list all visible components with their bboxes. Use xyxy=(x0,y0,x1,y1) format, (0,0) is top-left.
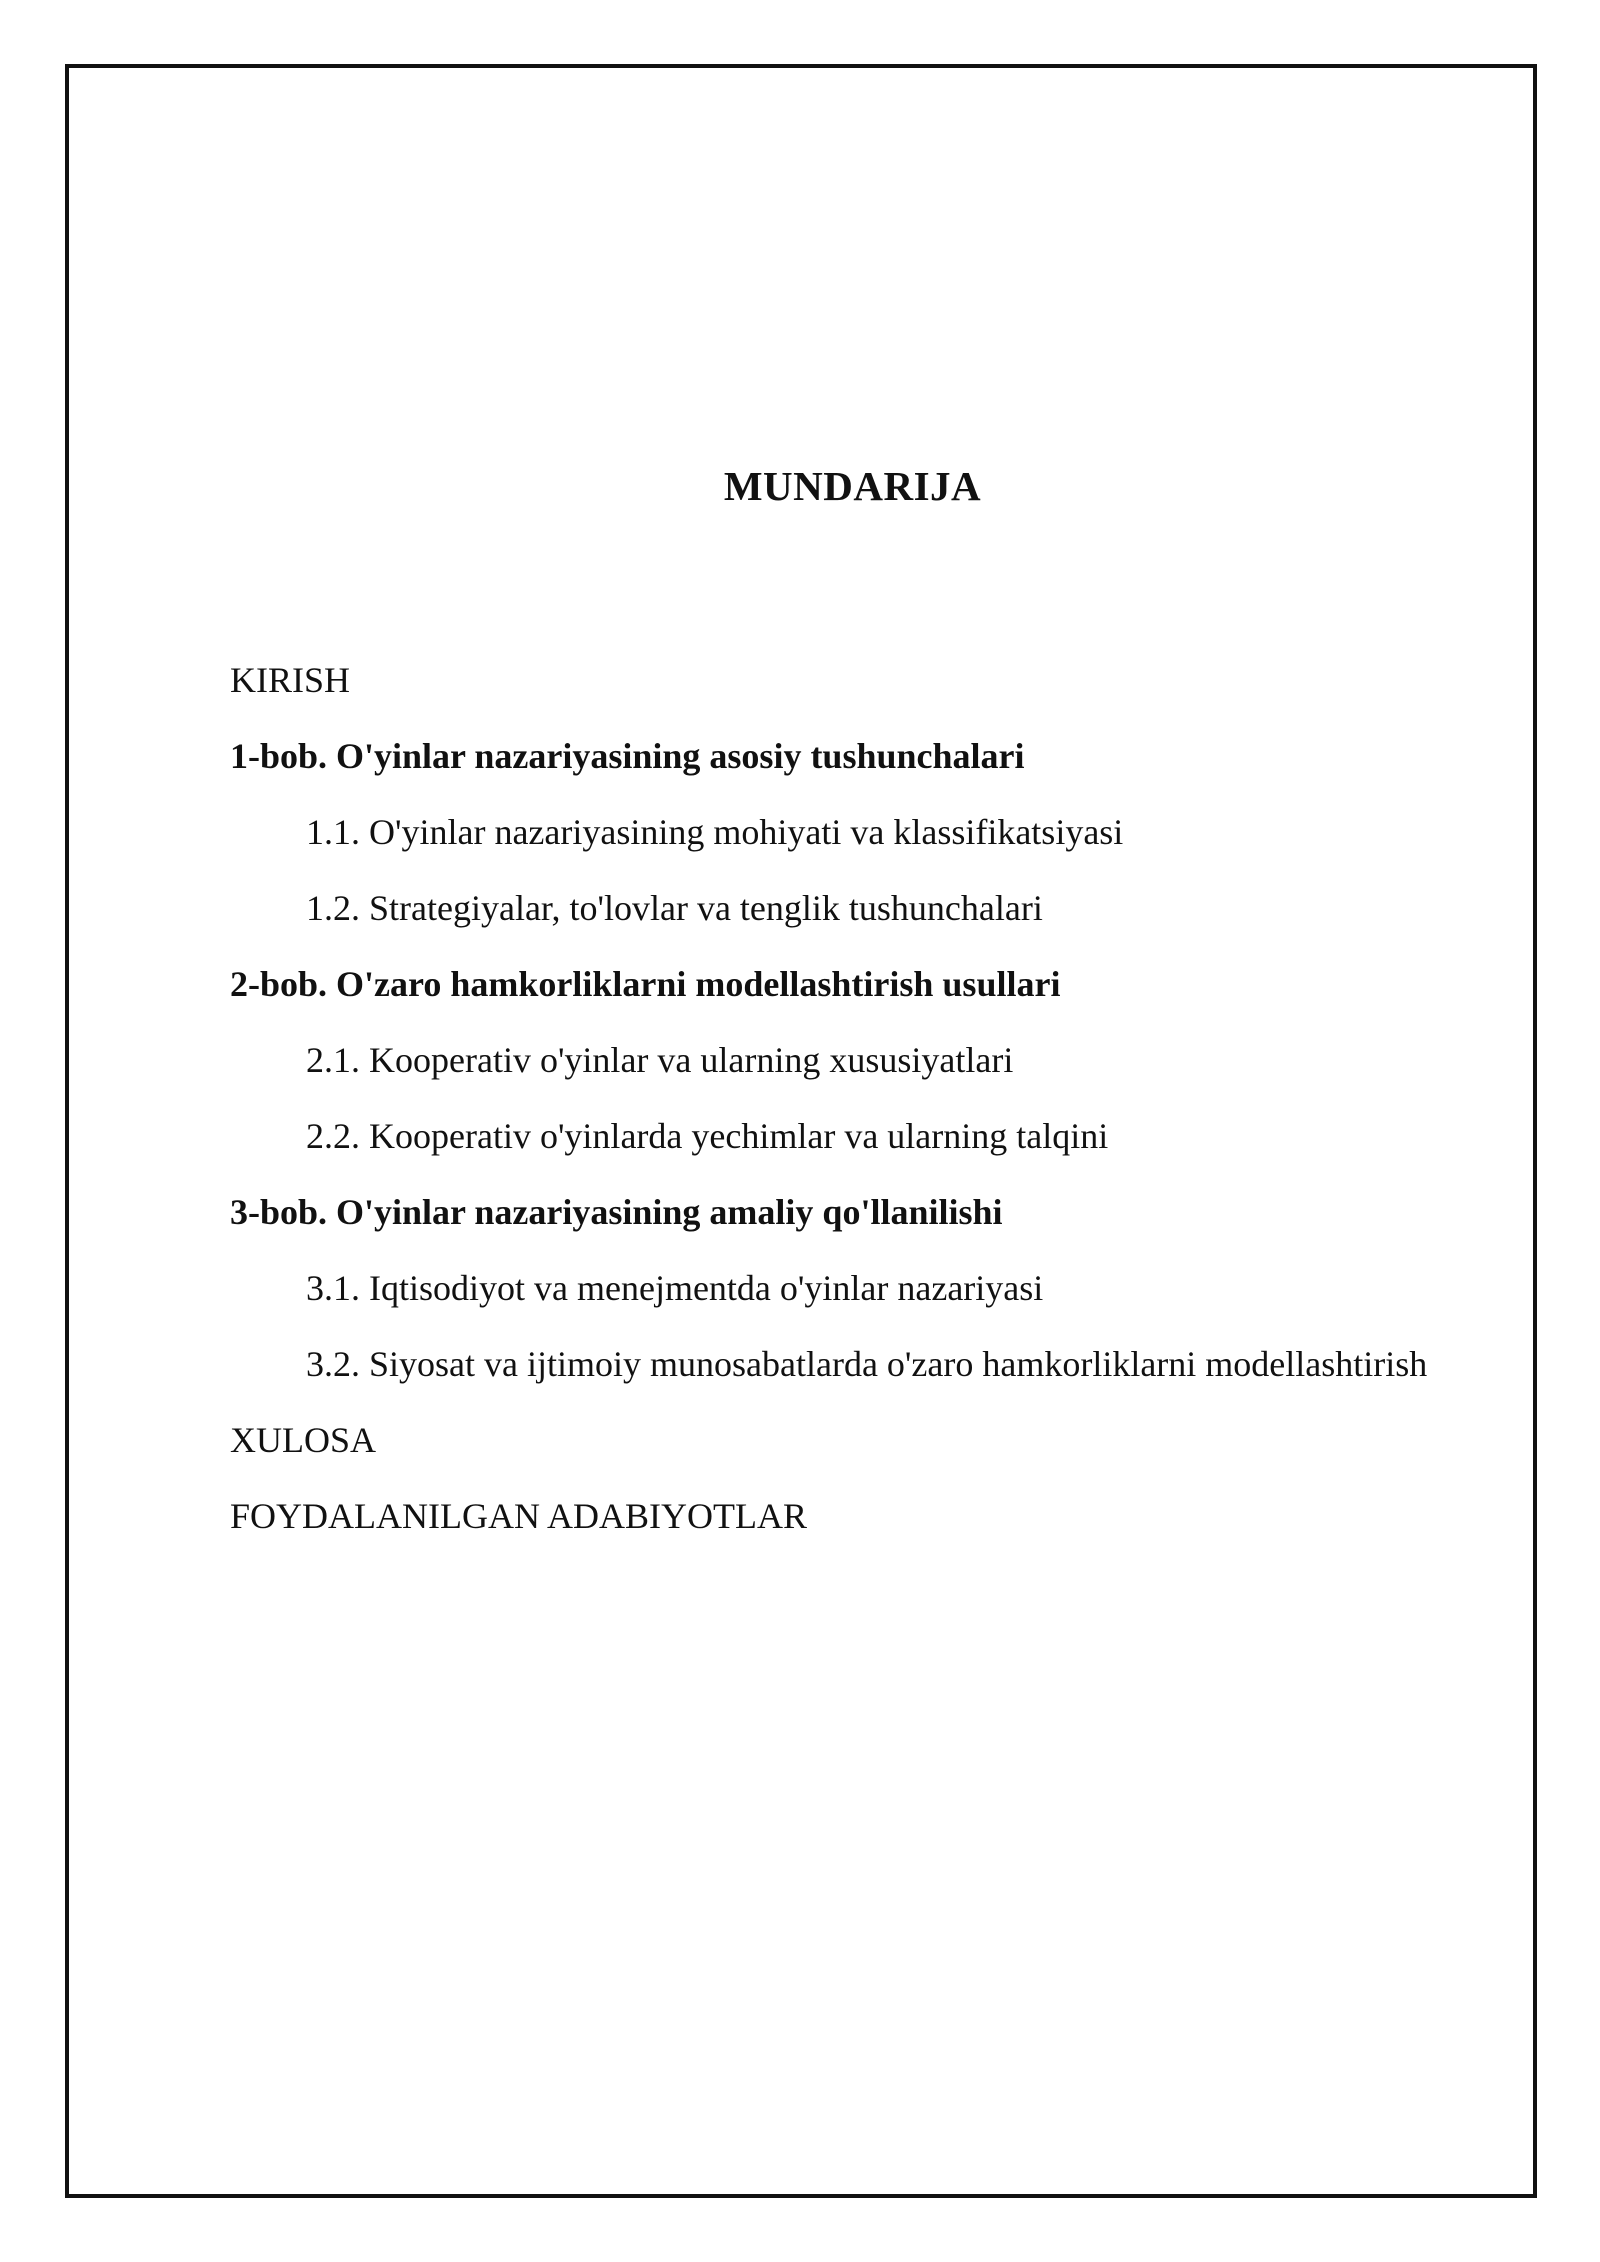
toc-conclusion: XULOSA xyxy=(230,1420,377,1460)
toc-chapter-1: 1-bob. O'yinlar nazariyasining asosiy tushunchalari xyxy=(230,736,1025,776)
toc-section-3-2: 3.2. Siyosat va ijtimoiy munosabatlarda o'zaro hamkorliklarni modellashtirish xyxy=(306,1344,1428,1384)
toc-section-1-1: 1.1. O'yinlar nazariyasining mohiyati va klassifikatsiyasi xyxy=(306,812,1124,852)
toc-section-2-2: 2.2. Kooperativ o'yinlarda yechimlar va ularning talqini xyxy=(306,1116,1109,1156)
page-title: MUNDARIJA xyxy=(723,463,982,509)
toc-section-3-1: 3.1. Iqtisodiyot va menejmentda o'yinlar nazariyasi xyxy=(306,1268,1044,1308)
toc-section-2-1: 2.1. Kooperativ o'yinlar va ularning xususiyatlari xyxy=(306,1040,1014,1080)
table-of-contents xyxy=(230,642,1520,1554)
toc-chapter-2: 2-bob. O'zaro hamkorliklarni modellashtirish usullari xyxy=(230,964,1061,1004)
toc-chapter-3: 3-bob. O'yinlar nazariyasining amaliy qo'llanilishi xyxy=(230,1192,1003,1232)
toc-introduction: KIRISH xyxy=(230,660,351,700)
toc-references: FOYDALANILGAN ADABIYOTLAR xyxy=(230,1496,807,1536)
toc-section-1-2: 1.2. Strategiyalar, to'lovlar va tenglik tushunchalari xyxy=(306,888,1043,928)
